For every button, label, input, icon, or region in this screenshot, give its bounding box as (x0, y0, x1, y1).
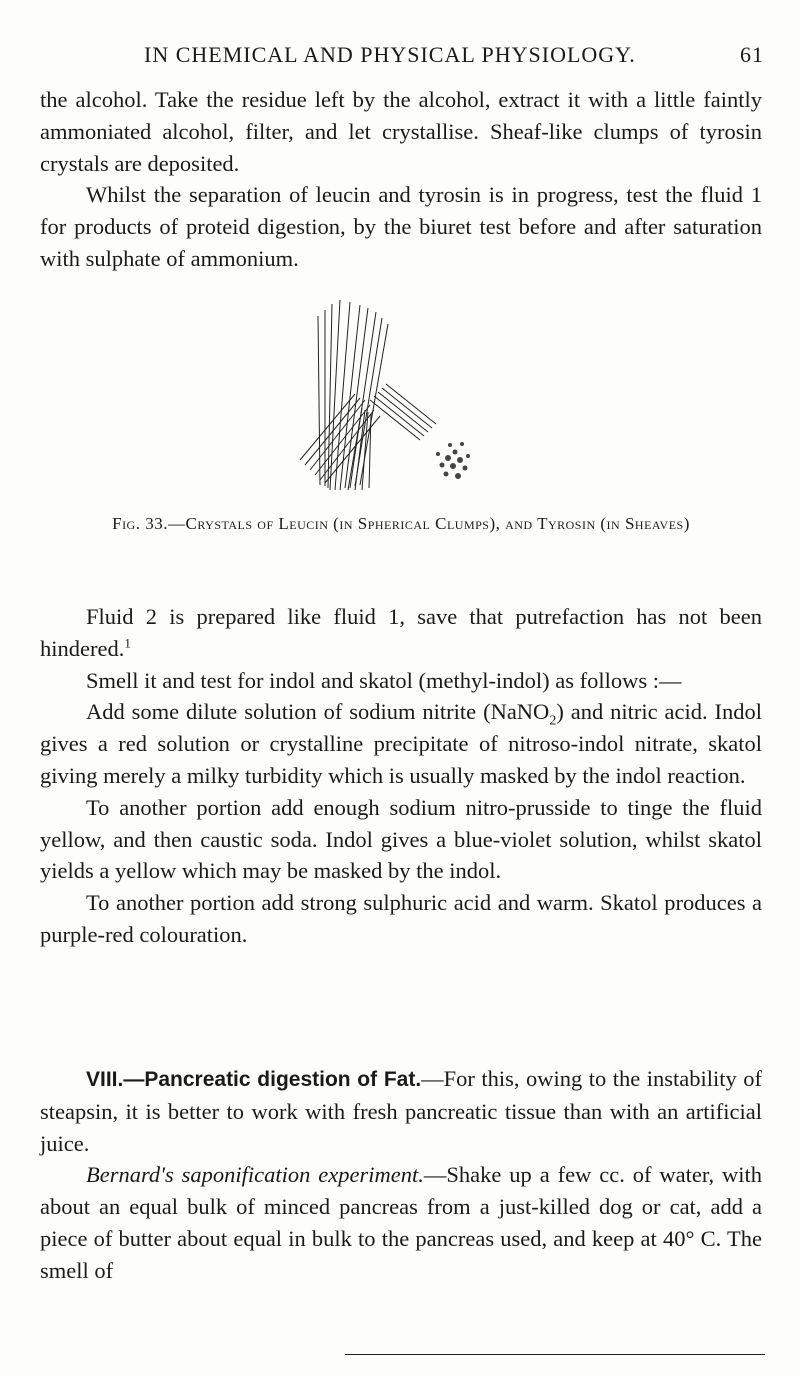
figure-label: Fig. 33. (112, 514, 168, 533)
paragraph: the alcohol. Take the residue left by the alcohol, extract it with a little faintly ammoniated alcohol, filter, and let crystallise. Sheaf-like clumps of tyrosin crystals are deposited. (40, 87, 762, 176)
paragraph: Whilst the separation of leucin and tyrosin is in progress, test the fluid 1 for products of proteid digestion, by the biuret test before and after saturation with sulphate of ammonium. (40, 182, 762, 271)
paragraph (40, 1063, 762, 1159)
paragraph-text: Add some dilute solution of sodium nitrite (NaNO (86, 699, 550, 725)
italic-phrase: Bernard's saponification experiment. (86, 1162, 424, 1188)
running-title: IN CHEMICAL AND PHYSICAL PHYSIOLOGY. (144, 42, 636, 67)
paragraph: To another portion add strong sulphuric acid and warm. Skatol produces a purple-red colouration. (40, 890, 762, 947)
figure-caption (40, 512, 762, 536)
paragraph-text: —Shake up a few cc. of water, with about an equal bulk of minced pancreas from a just-killed dog or cat, add a piece of butter about equal in bulk to the pancreas used, and keep at 40° C. The smell of (40, 1162, 763, 1283)
page-number: 61 (740, 42, 764, 67)
paragraph-text: ) and nitric acid. Indol gives a red solution or crystalline precipitate of nitroso-indol nitrate, skatol giving merely a milky turbidity which is usually masked by the indol reaction. (40, 699, 762, 788)
text-block-middle (40, 601, 762, 951)
paragraph (40, 696, 762, 791)
paragraph: Smell it and test for indol and skatol (methyl-indol) as follows :— (86, 667, 682, 693)
paragraph-text: Fluid 2 is prepared like fluid 1, save that putrefaction has not been hindered. (40, 604, 762, 661)
text-block-bottom (40, 1063, 762, 1287)
text-block-top (40, 84, 762, 275)
footnote-rule (345, 1354, 765, 1355)
running-header (0, 42, 800, 74)
crystals-drawing (270, 290, 510, 510)
paragraph (40, 601, 762, 665)
footnote-ref: 1 (124, 635, 131, 651)
subscript: 2 (549, 713, 557, 729)
paragraph: To another portion add enough sodium nitro-prusside to tinge the fluid yellow, and then caustic soda. Indol gives a blue-violet solution, whilst skatol yields a yellow which may be masked by the indol. (40, 794, 762, 884)
paragraph-text: —For this, owing to the instability of steapsin, it is better to work with fresh pancreatic tissue than with an artificial juice. (40, 1066, 762, 1156)
figure-caption-text: —Crystals of Leucin (in Spherical Clumps), and Tyrosin (in Sheaves) (167, 514, 690, 533)
crystal-illustration (270, 290, 510, 510)
section-heading: VIII.—Pancreatic digestion of Fat. (86, 1068, 422, 1091)
paragraph (40, 1159, 762, 1286)
